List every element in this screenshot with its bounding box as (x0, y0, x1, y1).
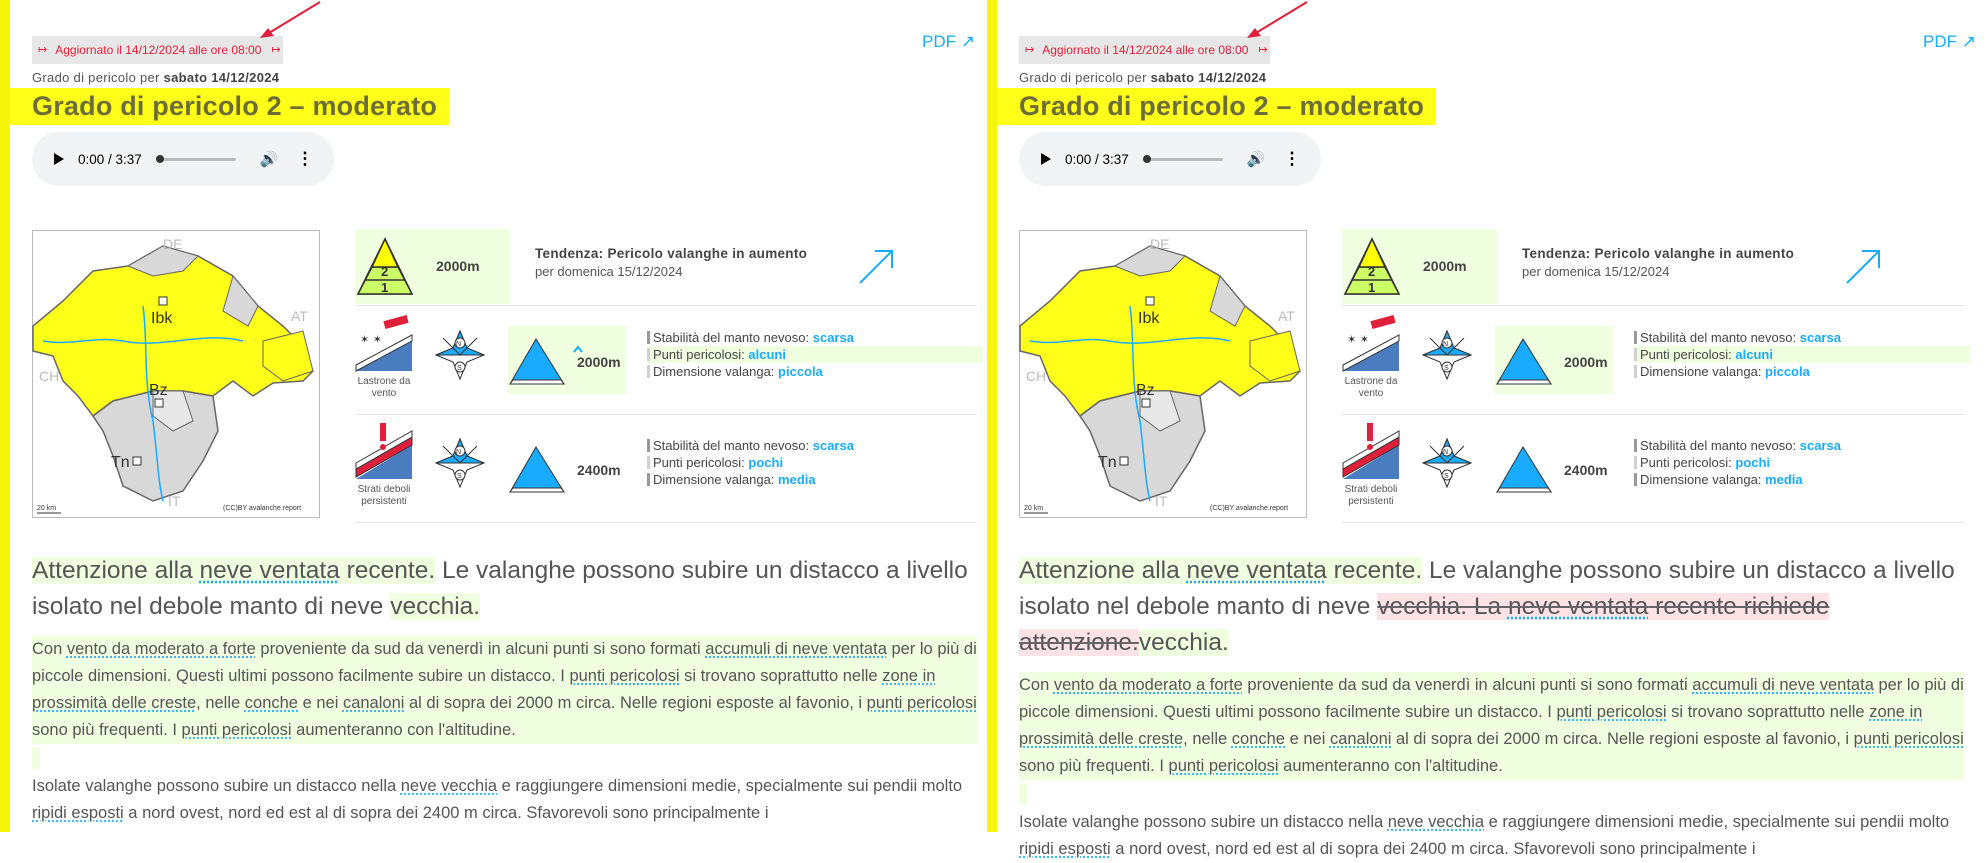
svg-text:IT: IT (168, 493, 181, 509)
paragraph-spacer (1019, 783, 1027, 805)
svg-text:(CC)BY avalanche.report: (CC)BY avalanche.report (1210, 505, 1289, 512)
snowpack-paragraph-2: Isolate valanghe possono subire un distacco nella neve vecchia e raggiungere dimensioni medie, specialmente sui pendii molto ripidi esposti a nord ovest, nord ed est al di sopra dei 2400 m circa. Sfavorevoli sono principalmente i (1019, 813, 1950, 858)
aspect-rose-icon (1421, 329, 1473, 381)
arrow-right-icon: ↦ (1258, 44, 1266, 56)
mountain-above-icon (1495, 444, 1555, 494)
play-icon[interactable] (54, 153, 64, 165)
snowpack-paragraph-2: Isolate valanghe possono subire un distacco nella neve vecchia e raggiungere dimensioni medie, specialmente sui pendii molto ripidi esposti a nord ovest, nord ed est al di sopra dei 2400 m circa. Sfavorevoli sono principalmente i (32, 777, 963, 822)
problem-details: Stabilità del manto nevoso: scarsa Punti pericolosi: pochi Dimensione valanga: media (647, 437, 854, 488)
deleted-text: vecchia. La neve ventata recente richiede attenzione. (1019, 593, 1830, 656)
problem-label: Strati deboli persistenti (357, 484, 411, 507)
trend-up-arrow-icon (1844, 247, 1884, 287)
svg-text:AT: AT (291, 308, 308, 324)
audio-player[interactable] (1019, 132, 1321, 186)
svg-text:Ibk: Ibk (1138, 310, 1160, 327)
audio-time: 0:00 / 3:37 (1065, 151, 1129, 167)
svg-text:DE: DE (1150, 236, 1170, 252)
snowpack-paragraph-1: Con vento da moderato a forte proveniente da sud da venerdì in alcuni punti si sono formati accumuli di neve ventata per lo più di piccole dimensioni. Questi ultimi possono facilmente subire un distacco. I punti pericolosi si trovano soprattutto nelle zone in prossimità delle creste, nelle conche e nei canaloni al di sopra dei 2000 m circa. Nelle regioni esposte al favonio, i punti pericolosi sono più frequenti. I punti pericolosi aumenteranno con l'altitudine. (32, 636, 977, 744)
elevation-box: 2400m (508, 434, 626, 502)
audio-player[interactable] (32, 132, 334, 186)
problem-label: Strati deboli persistenti (1344, 484, 1398, 507)
right-panel (997, 0, 1988, 858)
red-annotation-arrow (1245, 0, 1310, 40)
svg-text:Tn: Tn (111, 454, 130, 471)
pdf-link[interactable]: PDF ↗ (922, 32, 975, 51)
date-line: Grado di pericolo per sabato 14/12/2024 (1019, 70, 1267, 85)
avalanche-headline-diff: Attenzione alla neve ventata recente. Le valanghe possono subire un distacco a livello isolato nel debole manto di neve vecchia. La neve ventata recente richiede attenzione.vecchia. (1019, 557, 1955, 656)
svg-text:2: 2 (1368, 264, 1376, 279)
svg-text:1: 1 (381, 280, 389, 295)
mountain-above-icon (508, 336, 568, 386)
paragraph-spacer (32, 747, 40, 769)
svg-text:20 km: 20 km (37, 505, 57, 512)
arrow-right-icon: ↦ (38, 44, 46, 56)
wind-slab-icon (1343, 315, 1399, 371)
aspect-rose-icon (1421, 437, 1473, 489)
update-text: Aggiornato il 14/12/2024 alle ore 08:00 (1042, 43, 1249, 57)
arrow-right-icon: ↦ (1025, 44, 1033, 56)
problem-row-persistent-weak-layers (1342, 414, 1964, 523)
aspect-rose-icon (434, 437, 486, 489)
danger-title: Grado di pericolo 2 – moderato (997, 88, 1436, 125)
volume-icon[interactable]: 🔊 (1246, 151, 1266, 168)
problem-label: Lastrone da vento (357, 376, 411, 399)
elevation-box: 2000m (508, 326, 626, 394)
elevation-box: 2400m (1495, 434, 1613, 502)
mountain-above-icon (1495, 336, 1555, 386)
wind-slab-icon (356, 315, 412, 371)
region-map[interactable] (32, 230, 320, 518)
svg-text:2: 2 (381, 264, 389, 279)
svg-text:AT: AT (1278, 308, 1295, 324)
red-annotation-arrow (258, 0, 323, 40)
arrow-right-icon: ↦ (271, 44, 279, 56)
persistent-weak-layers-icon (356, 423, 412, 479)
svg-text:DE: DE (163, 236, 183, 252)
problem-details: Stabilità del manto nevoso: scarsa Punti pericolosi: alcuni Dimensione valanga: piccola (1634, 329, 1970, 380)
update-banner[interactable] (32, 36, 283, 64)
problem-row-persistent-weak-layers (355, 414, 977, 523)
svg-text:✶ ✶: ✶ ✶ (1347, 333, 1369, 346)
audio-progress[interactable] (156, 158, 236, 161)
more-options-icon[interactable]: ⋮ (296, 149, 314, 168)
region-map[interactable] (1019, 230, 1307, 518)
middle-yellow-bar (987, 0, 997, 832)
svg-text:20 km: 20 km (1024, 505, 1044, 512)
avalanche-headline: Attenzione alla neve ventata recente. Le valanghe possono subire un distacco a livello isolato nel debole manto di neve vecchia. (32, 557, 968, 620)
aspect-rose-icon (434, 329, 486, 381)
tendency: Tendenza: Pericolo valanghe in aumento per domenica 15/12/2024 (1522, 246, 1795, 279)
mountain-above-icon (508, 444, 568, 494)
pdf-link[interactable]: PDF ↗ (1923, 32, 1976, 51)
svg-text:S: S (457, 473, 462, 480)
svg-text:IT: IT (1155, 493, 1168, 509)
left-panel (10, 0, 987, 832)
svg-text:(CC)BY avalanche.report: (CC)BY avalanche.report (223, 505, 302, 512)
danger-pyramid-box (355, 229, 510, 304)
svg-text:Bz: Bz (1136, 382, 1155, 399)
danger-title: Grado di pericolo 2 – moderato (10, 88, 449, 125)
external-link-icon: ↗ (1961, 32, 1976, 51)
inserted-text: vecchia. (1138, 629, 1229, 656)
elevation-label: 2000m (436, 258, 480, 274)
svg-text:N: N (1443, 449, 1449, 456)
update-text: Aggiornato il 14/12/2024 alle ore 08:00 (55, 43, 262, 57)
svg-text:CH: CH (1026, 368, 1047, 384)
svg-text:CH: CH (39, 368, 60, 384)
snowpack-paragraph-1: Con vento da moderato a forte proveniente da sud da venerdì in alcuni punti si sono formati accumuli di neve ventata per lo più di piccole dimensioni. Questi ultimi possono facilmente subire un distacco. I punti pericolosi si trovano soprattutto nelle zone in prossimità delle creste, nelle conche e nei canaloni al di sopra dei 2000 m circa. Nelle regioni esposte al favonio, i punti pericolosi sono più frequenti. I punti pericolosi aumenteranno con l'altitudine. (1019, 672, 1964, 780)
svg-text:1: 1 (1368, 280, 1376, 295)
danger-summary (1342, 229, 1964, 306)
problem-row-wind-slab (355, 306, 977, 415)
danger-pyramid-icon (355, 236, 415, 298)
play-icon[interactable] (1041, 153, 1051, 165)
problem-details: Stabilità del manto nevoso: scarsa Punti pericolosi: pochi Dimensione valanga: media (1634, 437, 1841, 488)
problem-row-wind-slab (1342, 306, 1964, 415)
audio-time: 0:00 / 3:37 (78, 151, 142, 167)
svg-text:Bz: Bz (149, 382, 168, 399)
more-options-icon[interactable]: ⋮ (1283, 149, 1301, 168)
tendency: Tendenza: Pericolo valanghe in aumento per domenica 15/12/2024 (535, 246, 808, 279)
external-link-icon: ↗ (960, 32, 975, 51)
problem-details: Stabilità del manto nevoso: scarsa Punti pericolosi: alcuni Dimensione valanga: piccola (647, 329, 983, 380)
update-banner[interactable] (1019, 36, 1270, 64)
svg-text:N: N (456, 449, 462, 456)
volume-icon[interactable]: 🔊 (259, 151, 279, 168)
svg-text:N: N (456, 341, 462, 348)
left-yellow-bar (0, 0, 10, 832)
svg-text:S: S (457, 365, 462, 372)
date-line: Grado di pericolo per sabato 14/12/2024 (32, 70, 280, 85)
svg-text:S: S (1444, 473, 1449, 480)
trend-up-arrow-icon (857, 247, 897, 287)
svg-text:Tn: Tn (1098, 454, 1117, 471)
persistent-weak-layers-icon (1343, 423, 1399, 479)
elevation-label: 2000m (1423, 258, 1467, 274)
svg-text:✶ ✶: ✶ ✶ (360, 333, 382, 346)
svg-text:Ibk: Ibk (151, 310, 173, 327)
elevation-box: 2000m (1495, 326, 1613, 394)
audio-progress[interactable] (1143, 158, 1223, 161)
svg-text:S: S (1444, 365, 1449, 372)
svg-text:N: N (1443, 341, 1449, 348)
danger-summary (355, 229, 977, 306)
problem-label: Lastrone da vento (1344, 376, 1398, 399)
danger-pyramid-box (1342, 229, 1497, 304)
danger-pyramid-icon (1342, 236, 1402, 298)
